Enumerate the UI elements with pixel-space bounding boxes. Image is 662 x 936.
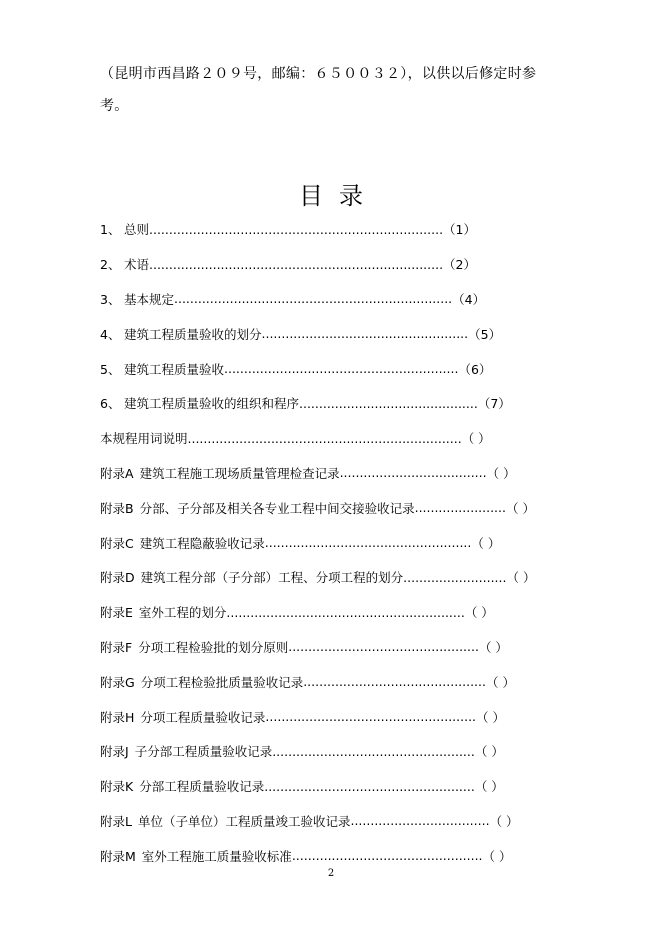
- toc-entry-label: 单位（子单位）工程质量竣工验收记录: [137, 813, 351, 829]
- toc-dot-leader: ............................................................: [226, 604, 465, 620]
- toc-entry-number: 附录A: [100, 465, 134, 481]
- toc-entry-number: 附录B: [100, 500, 134, 516]
- page-number: 2: [327, 868, 335, 879]
- toc-entry: [100, 560, 560, 595]
- toc-entry-title: [100, 360, 224, 378]
- toc-dot-leader: .....................................................: [264, 778, 475, 794]
- toc-dot-leader: ..........................................................................: [149, 256, 444, 272]
- toc-dot-leader: ....................................................: [264, 535, 472, 551]
- toc-entry-page: （ ）: [461, 431, 491, 447]
- toc-entry-number: 附录M: [100, 848, 136, 864]
- toc-entry-title: [100, 812, 350, 830]
- toc-entry-number: 附录G: [100, 674, 135, 690]
- toc-entry-label: 总则: [124, 222, 150, 238]
- toc-entry-title: [100, 220, 149, 238]
- toc-entry-label: 本规程用词说明: [100, 431, 188, 447]
- toc-entry-page: （ ）: [474, 779, 504, 795]
- toc-entry-page: （ ）: [489, 813, 519, 829]
- toc-entry: [100, 595, 560, 630]
- toc-entry-title: [100, 290, 174, 308]
- toc-entry-number: 6、: [100, 396, 121, 412]
- toc-entry-title: [100, 394, 299, 412]
- toc-dot-leader: ...........................................................: [224, 361, 459, 377]
- toc-entry: [100, 316, 560, 351]
- toc-dot-leader: .......................: [414, 500, 506, 516]
- toc-dot-leader: .....................................................: [265, 709, 477, 725]
- toc-entry-page: （ ）: [485, 674, 515, 690]
- toc-entry: [100, 630, 560, 665]
- toc-entry-page: （ ）: [478, 639, 508, 655]
- toc-entry-title: [100, 742, 272, 760]
- toc-entry-label: 建筑工程隐蔽验收记录: [139, 535, 265, 551]
- toc-entry-label: 建筑工程施工现场质量管理检查记录: [139, 465, 340, 481]
- toc-entry-title: [100, 464, 340, 482]
- toc-entry-page: （ ）: [476, 709, 505, 725]
- toc-entry: [100, 769, 560, 804]
- toc-entry: [100, 456, 560, 491]
- toc-entry-page: （5）: [468, 326, 502, 342]
- toc-entry-label: 分部、子分部及相关各专业工程中间交接验收记录: [139, 500, 415, 516]
- toc-entry-label: 分项工程检验批的划分原则: [138, 639, 289, 655]
- intro-paragraph: [100, 58, 600, 122]
- toc-entry-title: [100, 534, 265, 552]
- toc-dot-leader: ................................................: [288, 639, 479, 655]
- toc-entry-label: 建筑工程质量验收的组织和程序: [124, 396, 300, 412]
- toc-entry-title: [100, 325, 262, 343]
- toc-entry-number: 附录J: [100, 744, 129, 760]
- toc-entry-title: [100, 638, 288, 656]
- toc-entry: [100, 212, 560, 247]
- toc-entry: [100, 386, 560, 421]
- toc-entry-page: （ ）: [482, 848, 512, 864]
- toc-entry-page: （7）: [477, 396, 511, 412]
- toc-entry-number: 附录E: [100, 605, 133, 621]
- toc-entry-label: 建筑工程质量验收: [124, 361, 225, 377]
- toc-entry-label: 建筑工程质量验收的划分: [124, 326, 262, 342]
- toc-entry: [100, 664, 560, 699]
- toc-entry-number: 附录L: [100, 813, 132, 829]
- toc-entry-title: [100, 777, 264, 795]
- toc-entry-page: （2）: [443, 257, 476, 273]
- toc-dot-leader: .............................................: [299, 395, 478, 411]
- toc-list: [100, 212, 560, 873]
- toc-entry: [100, 490, 560, 525]
- toc-entry: [100, 282, 560, 317]
- toc-dot-leader: ..............................................: [303, 674, 486, 690]
- toc-dot-leader: ..........................: [403, 569, 507, 585]
- toc-entry-label: 分项工程检验批质量验收记录: [140, 674, 304, 690]
- toc-entry: [100, 525, 560, 560]
- toc-entry-label: 分项工程质量验收记录: [140, 709, 266, 725]
- toc-entry: [100, 804, 560, 839]
- toc-entry-number: 4、: [100, 326, 121, 342]
- toc-dot-leader: ...................................................: [272, 743, 475, 759]
- toc-entry-label: 术语: [124, 257, 150, 273]
- toc-entry-page: （ ）: [474, 744, 504, 760]
- toc-dot-leader: ......................................................................: [174, 291, 453, 307]
- toc-dot-leader: .....................................: [339, 465, 487, 481]
- intro-line-2: 考。: [100, 98, 129, 114]
- toc-entry-title: [100, 603, 226, 621]
- toc-entry-title: [100, 708, 265, 726]
- toc-entry-title: [100, 255, 149, 273]
- toc-dot-leader: ..........................................................................: [149, 221, 444, 237]
- toc-entry-title: [100, 568, 403, 586]
- toc-dot-leader: .....................................................................: [187, 430, 462, 446]
- toc-entry-label: 室外工程施工质量验收标准: [141, 848, 292, 864]
- toc-entry-page: （ ）: [506, 570, 536, 586]
- toc-entry-title: [100, 429, 188, 447]
- toc-entry-title: [100, 847, 292, 865]
- toc-entry-page: （ ）: [505, 500, 535, 516]
- toc-entry-number: 1、: [100, 222, 121, 238]
- toc-entry-label: 子分部工程质量验收记录: [134, 744, 273, 760]
- toc-dot-leader: ...................................: [350, 813, 490, 829]
- toc-entry: [100, 247, 560, 282]
- intro-line-1: （昆明市西昌路２０９号，邮编：６５００３２），以供以后修定时参: [100, 66, 537, 82]
- toc-entry-page: （1）: [443, 222, 476, 238]
- toc-entry-page: （ ）: [486, 465, 516, 481]
- toc-entry-label: 分部工程质量验收记录: [139, 779, 265, 795]
- toc-entry-number: 2、: [100, 257, 121, 273]
- toc-entry-number: 3、: [100, 291, 121, 307]
- toc-entry-page: （6）: [458, 361, 492, 377]
- toc-entry-number: 5、: [100, 361, 121, 377]
- toc-entry-label: 室外工程的划分: [138, 605, 227, 621]
- toc-entry-number: 附录C: [100, 535, 134, 551]
- toc-entry-page: （ ）: [464, 605, 494, 621]
- toc-entry-label: 建筑工程分部（子分部）工程、分项工程的划分: [140, 570, 404, 586]
- toc-entry-number: 附录D: [100, 570, 135, 586]
- toc-entry-page: （4）: [452, 291, 486, 307]
- toc-entry-title: [100, 673, 303, 691]
- toc-dot-leader: ....................................................: [261, 326, 469, 342]
- toc-dot-leader: ................................................: [291, 848, 483, 864]
- toc-entry: [100, 351, 560, 386]
- toc-title: 目录: [299, 182, 379, 210]
- toc-entry-page: （ ）: [471, 535, 501, 551]
- toc-entry: [100, 734, 560, 769]
- toc-entry-label: 基本规定: [124, 291, 175, 307]
- toc-entry-number: 附录K: [100, 779, 134, 795]
- toc-entry: [100, 699, 560, 734]
- toc-entry: [100, 421, 560, 456]
- toc-entry-title: [100, 499, 415, 517]
- toc-entry-number: 附录H: [100, 709, 135, 725]
- toc-entry-number: 附录F: [100, 639, 133, 655]
